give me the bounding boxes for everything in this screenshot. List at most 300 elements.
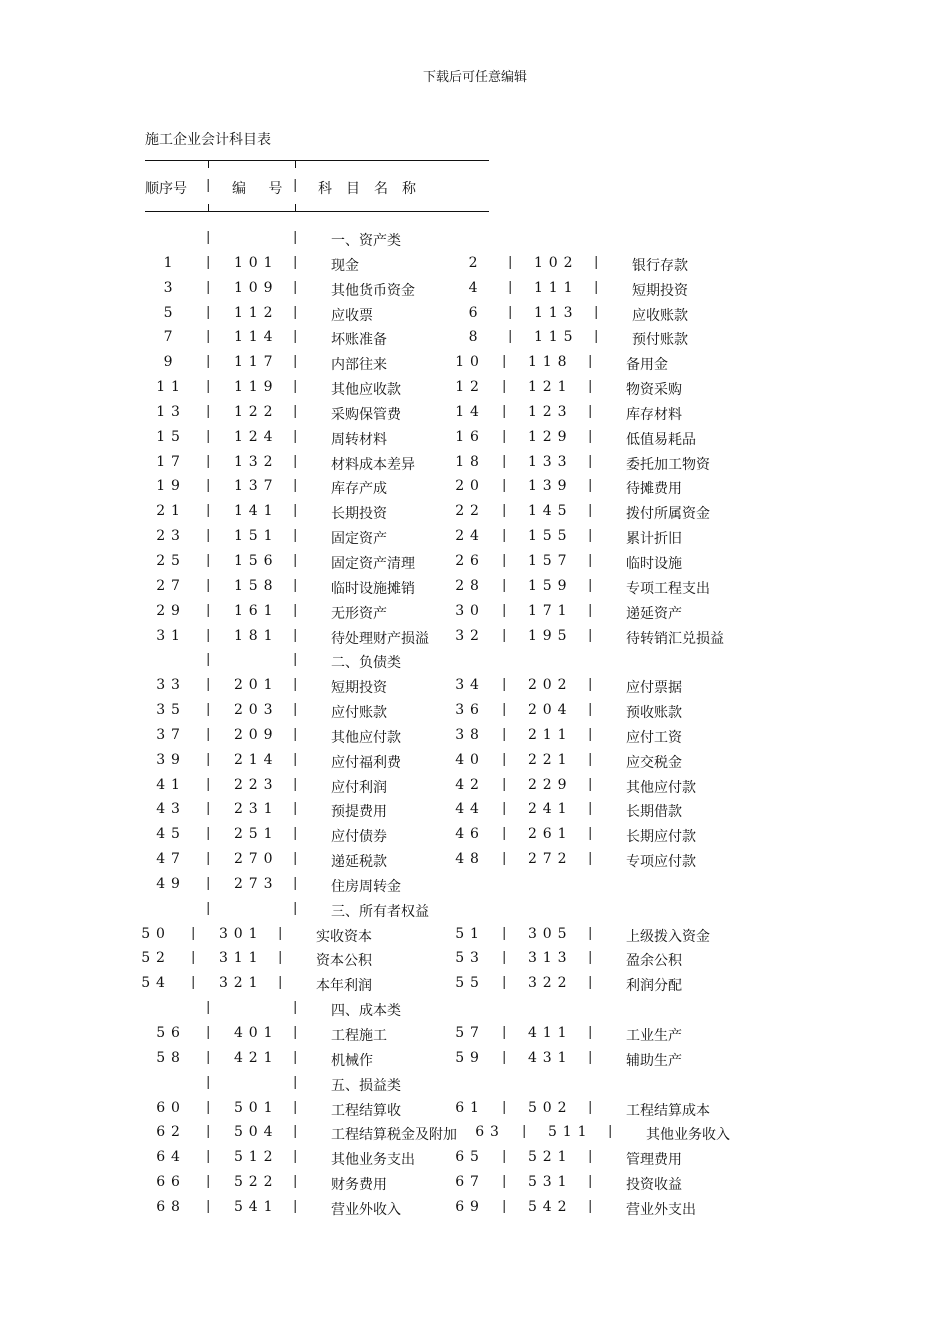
seq-number: 31 (156, 627, 186, 644)
column-separator: | (293, 552, 298, 568)
seq-number: 3 (163, 279, 179, 296)
column-separator: | (206, 826, 211, 842)
seq-number: 47 (156, 851, 186, 868)
table-row (0, 872, 950, 897)
account-code: 156 (234, 552, 279, 569)
account-name: 应付工资 (626, 729, 682, 746)
column-separator: | (588, 925, 593, 941)
column-separator: | (206, 1025, 211, 1040)
column-separator: | (588, 1049, 593, 1065)
account-name: 应收票 (331, 307, 373, 324)
account-code: 512 (234, 1149, 279, 1166)
account-code: 229 (528, 776, 573, 793)
column-separator: | (502, 627, 507, 643)
seq-number: 11 (156, 379, 186, 396)
seq-number: 50 (141, 925, 171, 942)
account-code: 204 (528, 702, 573, 719)
section-label: 一、资产类 (331, 233, 401, 249)
account-name: 工程结算收 (331, 1102, 401, 1119)
table-top-rule (145, 160, 489, 161)
account-name: 备用金 (626, 357, 668, 374)
account-name: 专项工程支出 (626, 580, 710, 597)
seq-number: 58 (156, 1049, 186, 1066)
table-row (0, 400, 950, 425)
column-separator: | (206, 702, 211, 718)
seq-number: 32 (455, 627, 485, 644)
account-code: 272 (528, 851, 573, 868)
column-separator: | (502, 776, 507, 792)
account-name: 周转材料 (331, 431, 387, 448)
column-separator: | (502, 379, 507, 395)
table-row (0, 350, 950, 375)
column-separator: | (293, 1025, 298, 1040)
column-separator: | (206, 1149, 211, 1165)
column-separator: | (206, 801, 211, 817)
table-row (0, 1021, 950, 1046)
column-separator: | (588, 950, 593, 966)
account-name: 库存材料 (626, 406, 682, 423)
column-separator: | (588, 577, 593, 593)
account-name: 固定资产 (331, 531, 387, 548)
seq-number: 6 (468, 304, 484, 321)
column-separator: | (206, 627, 211, 643)
seq-number: 30 (455, 602, 485, 619)
column-separator: | (502, 1099, 507, 1115)
column-separator: | (508, 329, 513, 345)
column-separator: | (502, 702, 507, 718)
column-separator: | (588, 1174, 593, 1190)
account-name: 应付票据 (626, 680, 682, 697)
column-separator: | (206, 329, 211, 345)
column-separator: | (588, 354, 593, 370)
column-separator: | (502, 677, 507, 693)
account-name: 低值易耗品 (626, 431, 696, 448)
column-separator: | (293, 503, 298, 519)
account-name: 临时设施摊销 (331, 580, 415, 597)
column-separator: | (293, 329, 298, 345)
account-name: 待摊费用 (626, 481, 682, 498)
column-separator: | (293, 1074, 298, 1090)
table-header-rule (145, 211, 489, 212)
column-separator: | (293, 1149, 298, 1165)
account-name: 资本公积 (316, 953, 372, 970)
account-name: 长期借款 (626, 804, 682, 821)
seq-number: 29 (156, 602, 186, 619)
account-name: 工业生产 (626, 1028, 682, 1044)
account-code: 301 (219, 925, 264, 942)
account-code: 157 (528, 552, 573, 569)
column-separator: | (293, 577, 298, 593)
account-code: 122 (234, 403, 279, 420)
column-separator: | (191, 950, 196, 966)
table-row (0, 748, 950, 773)
seq-number: 28 (455, 577, 485, 594)
account-code: 202 (528, 677, 573, 694)
column-separator: | (502, 453, 507, 469)
column-separator: | (588, 528, 593, 544)
seq-number: 5 (163, 304, 179, 321)
column-separator: | (588, 776, 593, 792)
table-row (0, 474, 950, 499)
account-code: 313 (528, 950, 573, 967)
account-code: 115 (534, 329, 579, 346)
column-separator: | (293, 1000, 298, 1016)
column-separator: | (588, 403, 593, 419)
account-name: 应付福利费 (331, 754, 401, 771)
account-name: 利润分配 (626, 978, 682, 995)
account-name: 预提费用 (331, 804, 387, 821)
account-code: 151 (234, 528, 279, 545)
column-separator: | (206, 254, 211, 270)
seq-number: 45 (156, 826, 186, 843)
account-code: 273 (234, 875, 279, 892)
seq-number: 13 (156, 403, 186, 420)
section-row (0, 897, 950, 922)
table-row (0, 375, 950, 400)
column-separator: | (502, 726, 507, 742)
column-separator: | (588, 503, 593, 519)
column-separator: | (191, 925, 196, 941)
column-separator: | (588, 677, 593, 693)
account-code: 118 (528, 354, 573, 371)
account-code: 223 (234, 776, 279, 793)
seq-number: 61 (455, 1099, 485, 1116)
account-code: 171 (528, 602, 573, 619)
seq-number: 63 (475, 1124, 505, 1141)
column-separator: | (293, 178, 298, 193)
seq-number: 37 (156, 726, 186, 743)
column-separator: | (502, 552, 507, 568)
account-name: 应付利润 (331, 779, 387, 796)
account-name: 递延资产 (626, 605, 682, 622)
column-separator: | (293, 627, 298, 643)
account-code: 251 (234, 826, 279, 843)
column-separator: | (293, 528, 298, 544)
account-code: 181 (234, 627, 279, 644)
column-separator: | (278, 925, 283, 941)
column-separator: | (502, 851, 507, 867)
column-separator: | (588, 702, 593, 718)
column-separator: | (206, 528, 211, 544)
column-separator: | (293, 677, 298, 693)
account-code: 117 (234, 354, 279, 371)
account-name: 临时设施 (626, 555, 682, 572)
column-separator: | (502, 1149, 507, 1165)
account-name: 其他业务支出 (331, 1152, 415, 1169)
rule-tick (208, 160, 209, 168)
section-row (0, 226, 950, 251)
column-separator: | (502, 428, 507, 444)
account-name: 应付账款 (331, 705, 387, 722)
account-name: 长期投资 (331, 506, 387, 523)
column-separator: | (293, 826, 298, 842)
column-separator: | (206, 453, 211, 469)
account-code: 231 (234, 801, 279, 818)
account-code: 501 (234, 1099, 279, 1116)
account-name: 工程结算税金及附加 (331, 1127, 457, 1144)
seq-number: 8 (468, 329, 484, 346)
column-separator: | (502, 1198, 507, 1214)
account-code: 211 (528, 726, 573, 743)
column-separator: | (191, 975, 196, 991)
account-code: 321 (219, 975, 264, 992)
seq-number: 27 (156, 577, 186, 594)
table-row (0, 301, 950, 326)
seq-number: 54 (141, 975, 171, 992)
account-code: 221 (528, 751, 573, 768)
seq-number: 66 (156, 1174, 186, 1191)
table-row (0, 1046, 950, 1071)
column-separator: | (293, 1099, 298, 1115)
account-code: 502 (528, 1099, 573, 1116)
column-separator: | (293, 726, 298, 742)
account-code: 241 (528, 801, 573, 818)
column-separator: | (293, 776, 298, 792)
column-separator: | (206, 503, 211, 519)
account-code: 112 (234, 304, 279, 321)
column-separator: | (278, 975, 283, 991)
column-separator: | (502, 478, 507, 494)
account-code: 145 (528, 503, 573, 520)
column-separator: | (206, 428, 211, 444)
column-separator: | (206, 851, 211, 867)
seq-number: 15 (156, 428, 186, 445)
account-name: 盈余公积 (626, 953, 682, 970)
account-name: 短期投资 (632, 282, 688, 299)
seq-number: 51 (455, 925, 485, 942)
seq-number: 33 (156, 677, 186, 694)
account-name: 管理费用 (626, 1152, 682, 1169)
column-separator: | (206, 230, 211, 245)
seq-number: 1 (163, 254, 179, 271)
table-row (0, 624, 950, 649)
seq-number: 38 (455, 726, 485, 743)
account-code: 541 (234, 1198, 279, 1215)
seq-number: 12 (455, 379, 485, 396)
column-separator: | (608, 1124, 613, 1140)
account-code: 161 (234, 602, 279, 619)
account-name: 采购保管费 (331, 406, 401, 423)
account-name: 待转销汇兑损益 (626, 630, 724, 647)
seq-number: 67 (455, 1174, 485, 1191)
table-row (0, 698, 950, 723)
column-separator: | (206, 1099, 211, 1115)
account-name: 营业外支出 (626, 1201, 696, 1218)
column-separator: | (206, 403, 211, 419)
column-separator: | (502, 801, 507, 817)
table-row (0, 1170, 950, 1195)
column-separator: | (293, 1174, 298, 1190)
column-separator: | (293, 1124, 298, 1140)
column-header-name: 科 目 名 称 (318, 181, 416, 197)
column-header-code: 编 号 (232, 181, 287, 197)
column-separator: | (293, 652, 298, 668)
seq-number: 39 (156, 751, 186, 768)
column-separator: | (502, 403, 507, 419)
seq-number: 56 (156, 1025, 186, 1041)
seq-number: 40 (455, 751, 485, 768)
account-name: 现金 (331, 257, 359, 274)
page-header: 下载后可任意编辑 (422, 70, 527, 85)
table-row (0, 325, 950, 350)
column-separator: | (588, 552, 593, 568)
table-row (0, 673, 950, 698)
table-row (0, 499, 950, 524)
account-name: 机械作 (331, 1052, 373, 1069)
account-name: 预付账款 (632, 332, 688, 349)
account-code: 209 (234, 726, 279, 743)
column-separator: | (293, 428, 298, 444)
account-name: 投资收益 (626, 1177, 682, 1194)
seq-number: 44 (455, 801, 485, 818)
account-table-body (0, 226, 950, 1220)
column-separator: | (206, 354, 211, 370)
table-row (0, 450, 950, 475)
column-separator: | (206, 751, 211, 767)
account-name: 无形资产 (331, 605, 387, 622)
seq-number: 23 (156, 528, 186, 545)
account-name: 应收账款 (632, 307, 688, 324)
column-separator: | (293, 702, 298, 718)
table-row (0, 847, 950, 872)
account-code: 139 (528, 478, 573, 495)
column-separator: | (206, 279, 211, 295)
table-row (0, 723, 950, 748)
column-separator: | (206, 577, 211, 593)
column-separator: | (588, 478, 593, 494)
column-separator: | (502, 577, 507, 593)
section-label: 三、所有者权益 (331, 903, 429, 920)
table-row (0, 599, 950, 624)
column-separator: | (206, 726, 211, 742)
seq-number: 20 (455, 478, 485, 495)
column-separator: | (206, 900, 211, 916)
seq-number: 18 (455, 453, 485, 470)
account-name: 应交税金 (626, 754, 682, 771)
column-separator: | (293, 379, 298, 395)
column-separator: | (206, 178, 211, 193)
seq-number: 46 (455, 826, 485, 843)
table-row (0, 251, 950, 276)
account-name: 工程施工 (331, 1028, 387, 1044)
column-separator: | (293, 851, 298, 867)
column-separator: | (502, 528, 507, 544)
column-separator: | (293, 602, 298, 618)
account-name: 其他货币资金 (331, 282, 415, 299)
table-row (0, 276, 950, 301)
column-separator: | (293, 751, 298, 767)
account-name: 银行存款 (632, 257, 688, 274)
section-row (0, 1071, 950, 1096)
column-separator: | (293, 801, 298, 817)
seq-number: 36 (455, 702, 485, 719)
account-code: 521 (528, 1149, 573, 1166)
account-name: 应付债券 (331, 829, 387, 846)
seq-number: 19 (156, 478, 186, 495)
seq-number: 7 (163, 329, 179, 346)
column-separator: | (502, 826, 507, 842)
account-code: 201 (234, 677, 279, 694)
column-separator: | (502, 950, 507, 966)
table-row (0, 922, 950, 947)
seq-number: 53 (455, 950, 485, 967)
column-separator: | (293, 478, 298, 494)
seq-number: 55 (455, 975, 485, 992)
seq-number: 65 (455, 1149, 485, 1166)
seq-number: 41 (156, 776, 186, 793)
account-name: 库存产成 (331, 481, 387, 498)
column-separator: | (293, 1049, 298, 1065)
account-name: 辅助生产 (626, 1052, 682, 1069)
table-row (0, 1145, 950, 1170)
column-separator: | (588, 826, 593, 842)
seq-number: 35 (156, 702, 186, 719)
seq-number: 57 (455, 1025, 485, 1041)
account-code: 119 (234, 379, 279, 396)
column-separator: | (502, 1049, 507, 1065)
table-row (0, 1096, 950, 1121)
seq-number: 62 (156, 1124, 186, 1141)
column-separator: | (502, 1025, 507, 1040)
column-separator: | (206, 1074, 211, 1090)
column-separator: | (502, 602, 507, 618)
column-separator: | (206, 1174, 211, 1190)
column-separator: | (588, 1149, 593, 1165)
account-code: 102 (534, 254, 579, 271)
column-separator: | (293, 453, 298, 469)
document-title: 施工企业会计科目表 (145, 132, 271, 148)
account-code: 270 (234, 851, 279, 868)
section-label: 五、损益类 (331, 1077, 401, 1094)
account-code: 109 (234, 279, 279, 296)
account-code: 322 (528, 975, 573, 992)
seq-number: 49 (156, 875, 186, 892)
account-code: 203 (234, 702, 279, 719)
column-separator: | (502, 503, 507, 519)
column-separator: | (588, 1198, 593, 1214)
column-separator: | (206, 652, 211, 668)
seq-number: 25 (156, 552, 186, 569)
column-separator: | (588, 1099, 593, 1115)
account-code: 522 (234, 1174, 279, 1191)
seq-number: 16 (455, 428, 485, 445)
column-separator: | (594, 279, 599, 295)
account-name: 其他应付款 (331, 729, 401, 746)
column-separator: | (293, 279, 298, 295)
account-code: 195 (528, 627, 573, 644)
account-code: 113 (534, 304, 579, 321)
table-row (0, 425, 950, 450)
seq-number: 64 (156, 1149, 186, 1166)
account-code: 504 (234, 1124, 279, 1141)
account-name: 营业外收入 (331, 1201, 401, 1218)
column-separator: | (206, 1198, 211, 1214)
account-name: 固定资产清理 (331, 555, 415, 572)
seq-number: 10 (455, 354, 485, 371)
account-name: 材料成本差异 (331, 456, 415, 473)
column-separator: | (206, 379, 211, 395)
column-separator: | (502, 975, 507, 991)
seq-number: 24 (455, 528, 485, 545)
table-row (0, 773, 950, 798)
column-separator: | (502, 354, 507, 370)
account-name: 待处理财产损溢 (331, 630, 429, 647)
account-name: 专项应付款 (626, 854, 696, 871)
seq-number: 43 (156, 801, 186, 818)
account-name: 物资采购 (626, 382, 682, 399)
account-code: 511 (548, 1124, 593, 1141)
account-code: 124 (234, 428, 279, 445)
